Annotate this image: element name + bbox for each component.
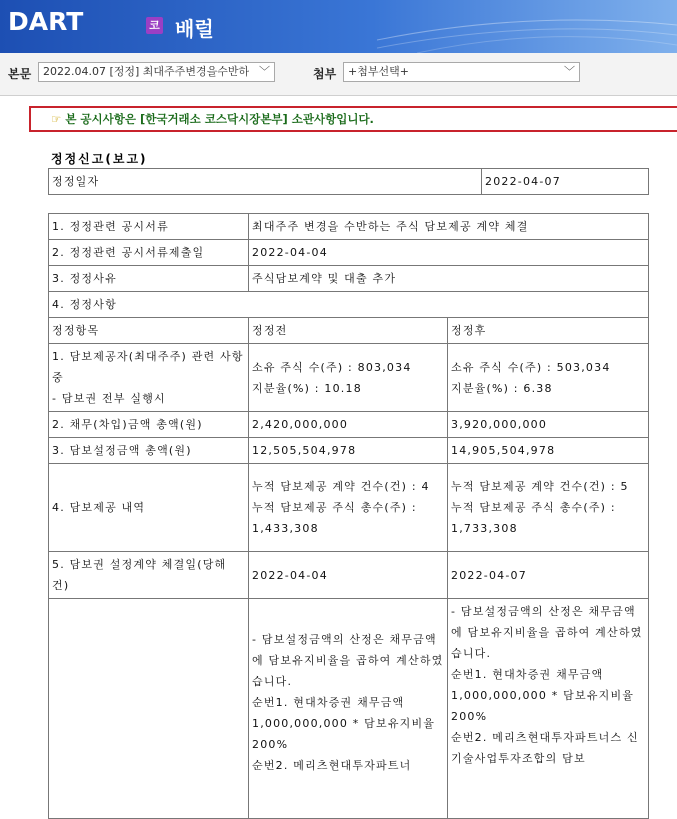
row3-label: 3. 정정사유: [49, 266, 249, 292]
table-row-item: 2. 채무(차입)금액 총액(원): [49, 412, 249, 438]
attach-label: 첨부: [313, 67, 337, 81]
table-row-item: 5. 담보권 설정계약 체결일(당해 건): [49, 552, 249, 599]
main-label: 본문: [8, 67, 32, 81]
header-decoration: [377, 0, 677, 53]
attachment-select[interactable]: [343, 62, 580, 82]
table-row-before: 12,505,504,978: [249, 438, 448, 464]
table-row-after: 누적 담보제공 계약 건수(건) : 5 누적 담보제공 주식 총수(주) : 1,733,308: [448, 464, 649, 552]
row4-label: 4. 정정사항: [49, 292, 649, 318]
company-name: 배럴: [175, 17, 214, 41]
head-before: 정정전: [249, 318, 448, 344]
table-row-after: - 담보설정금액의 산정은 채무금액에 담보유지비율을 곱하여 계산하였습니다. 순번1. 현대차증권 채무금액 1,000,000,000 * 담보유지비율 200% 순번2. 메리츠현대투자파트너스 신기술사업투자조합의 담보: [448, 599, 649, 819]
chevron-down-icon: ﹀: [564, 65, 575, 78]
table-row-before: 소유 주식 수(주) : 803,034 지분율(%) : 10.18: [249, 344, 448, 412]
head-item: 정정항목: [49, 318, 249, 344]
notice-text: 본 공시사항은 [한국거래소 코스닥시장본부] 소관사항입니다.: [65, 112, 374, 126]
chevron-down-icon: ﹀: [259, 65, 270, 78]
notice-banner: [29, 106, 677, 132]
document-toolbar: [0, 53, 677, 96]
table-row-item: 1. 담보제공자(최대주주) 관련 사항 중 - 담보권 전부 실행시: [49, 344, 249, 412]
table-row-before: 2,420,000,000: [249, 412, 448, 438]
table-row-item: 4. 담보제공 내역: [49, 464, 249, 552]
correction-date-value: 2022-04-07: [482, 169, 649, 195]
attach-select-value: +첨부선택+: [348, 65, 409, 78]
row2-label: 2. 정정관련 공시서류제출일: [49, 240, 249, 266]
document-content: [0, 96, 677, 772]
pointing-hand-icon: ☞: [51, 112, 62, 126]
main-select-value: 2022.04.07 [정정] 최대주주변경을수반하: [43, 65, 250, 78]
head-after: 정정후: [448, 318, 649, 344]
table-row-after: 3,920,000,000: [448, 412, 649, 438]
table-row-before: 2022-04-04: [249, 552, 448, 599]
table-row-after: 2022-04-07: [448, 552, 649, 599]
table-row-item: [49, 599, 249, 819]
correction-table: [48, 213, 649, 819]
row2-value: 2022-04-04: [249, 240, 649, 266]
app-header: [0, 0, 677, 53]
table-row-item: 3. 담보설정금액 총액(원): [49, 438, 249, 464]
row1-value: 최대주주 변경을 수반하는 주식 담보제공 계약 체결: [249, 214, 649, 240]
correction-date-label: 정정일자: [49, 169, 482, 195]
table-row-before: 누적 담보제공 계약 건수(건) : 4 누적 담보제공 주식 총수(주) : 1,433,308: [249, 464, 448, 552]
table-row-after: 14,905,504,978: [448, 438, 649, 464]
table-row-before: - 담보설정금액의 산정은 채무금액에 담보유지비율을 곱하여 계산하였습니다. 순번1. 현대차증권 채무금액 1,000,000,000 * 담보유지비율 200% 순번2. 메리츠현대투자파트너: [249, 599, 448, 819]
correction-date-table: [48, 168, 649, 195]
market-badge: 코: [146, 17, 163, 34]
row1-label: 1. 정정관련 공시서류: [49, 214, 249, 240]
row3-value: 주식담보계약 및 대출 추가: [249, 266, 649, 292]
table-row-after: 소유 주식 수(주) : 503,034 지분율(%) : 6.38: [448, 344, 649, 412]
dart-logo[interactable]: DART: [8, 7, 84, 36]
main-document-select[interactable]: [38, 62, 275, 82]
document-title: 정정신고(보고): [51, 152, 148, 166]
